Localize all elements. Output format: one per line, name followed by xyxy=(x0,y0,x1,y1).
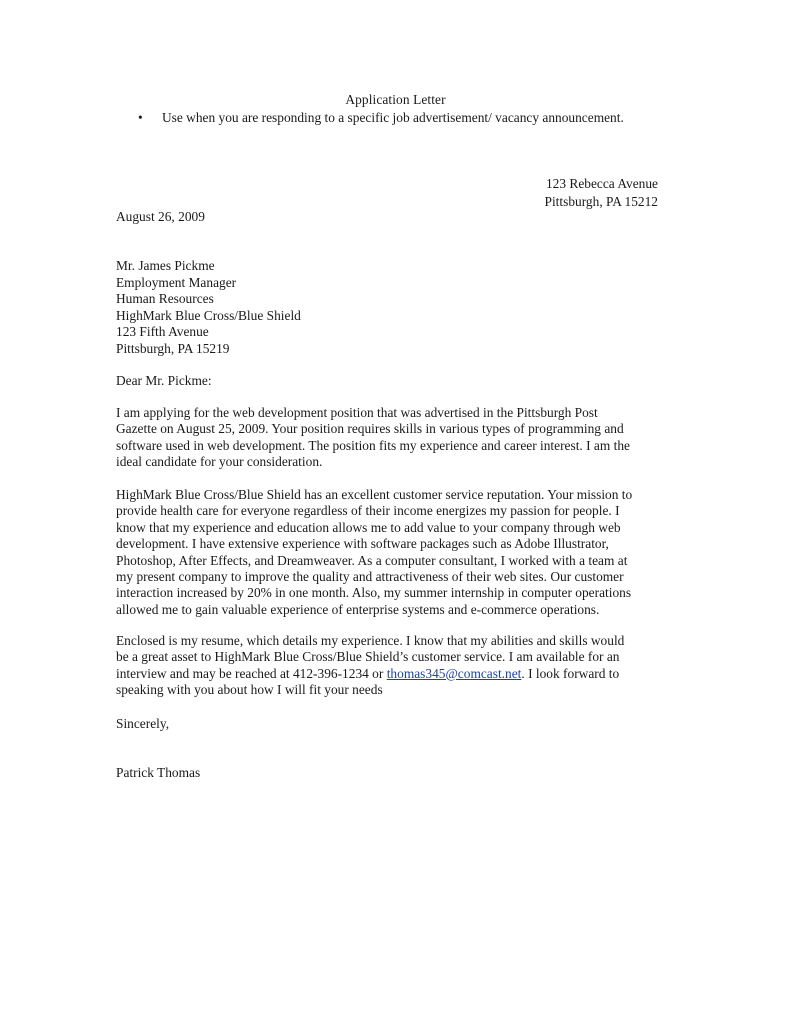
paragraph-intro xyxy=(116,405,676,471)
recipient-address xyxy=(116,258,301,358)
paragraph-line: software used in web development. The position fits my experience and career interest. I am the xyxy=(116,437,630,453)
recipient-department: Human Resources xyxy=(116,291,214,307)
recipient-street: 123 Fifth Avenue xyxy=(116,324,209,340)
paragraph-line: Enclosed is my resume, which details my experience. I know that my abilities and skills would xyxy=(116,633,625,648)
paragraph-line: ideal candidate for your consideration. xyxy=(116,454,323,470)
paragraph-line: provide health care for everyone regardless of their income energizes my passion for people. I xyxy=(116,503,620,519)
paragraph-line: be a great asset to HighMark Blue Cross/Blue Shield’s customer service. I am available for an xyxy=(116,649,620,665)
paragraph-line: my present company to improve the quality and attractiveness of their web sites. Our customer xyxy=(116,568,624,584)
paragraph-line: HighMark Blue Cross/Blue Shield has an excellent customer service reputation. Your mission to xyxy=(116,487,633,502)
paragraph-line: know that my experience and education allows me to add value to your company through web xyxy=(116,519,621,535)
recipient-city: Pittsburgh, PA 15219 xyxy=(116,340,230,356)
paragraph-line: Photoshop, After Effects, and Dreamweaver. As a computer consultant, I worked with a team at xyxy=(116,552,628,568)
email-link[interactable]: thomas345@comcast.net xyxy=(386,665,522,681)
contact-text-after: . I look forward to xyxy=(521,665,620,681)
sender-street: 123 Rebecca Avenue xyxy=(545,176,658,191)
closing: Sincerely, xyxy=(116,716,170,731)
paragraph-line: I am applying for the web development position that was advertised in the Pittsburgh Post xyxy=(116,405,598,420)
paragraph-line: Gazette on August 25, 2009. Your position requires skills in various types of programming and xyxy=(116,421,624,437)
paragraph-line: speaking with you about how I will fit your needs xyxy=(116,682,383,698)
document-title: Application Letter xyxy=(345,92,446,107)
salutation: Dear Mr. Pickme: xyxy=(116,373,212,388)
paragraph-line: allowed me to gain valuable experience of enterprise systems and e-commerce operations. xyxy=(116,601,600,617)
signature-name: Patrick Thomas xyxy=(116,765,201,780)
paragraph-line: interaction increased by 20% in one month. Also, my summer internship in computer operations xyxy=(116,585,632,601)
usage-note-text: Use when you are responding to a specific job advertisement/ vacancy announcement. xyxy=(162,110,624,125)
paragraph-line: development. I have extensive experience with software packages such as Adobe Illustrator, xyxy=(116,536,609,552)
letter-date: August 26, 2009 xyxy=(116,209,205,224)
bullet-icon: • xyxy=(138,110,143,125)
recipient-title: Employment Manager xyxy=(116,274,237,290)
sender-address xyxy=(500,175,658,211)
paragraph-closing xyxy=(116,633,676,699)
paragraph-line-contact xyxy=(116,666,676,682)
sender-city: Pittsburgh, PA 15212 xyxy=(544,194,658,209)
usage-note xyxy=(138,110,624,126)
paragraph-body xyxy=(116,487,676,618)
recipient-name: Mr. James Pickme xyxy=(116,258,215,273)
contact-text-before: interview and may be reached at 412-396-1234 or xyxy=(116,665,387,681)
recipient-company: HighMark Blue Cross/Blue Shield xyxy=(116,307,301,323)
